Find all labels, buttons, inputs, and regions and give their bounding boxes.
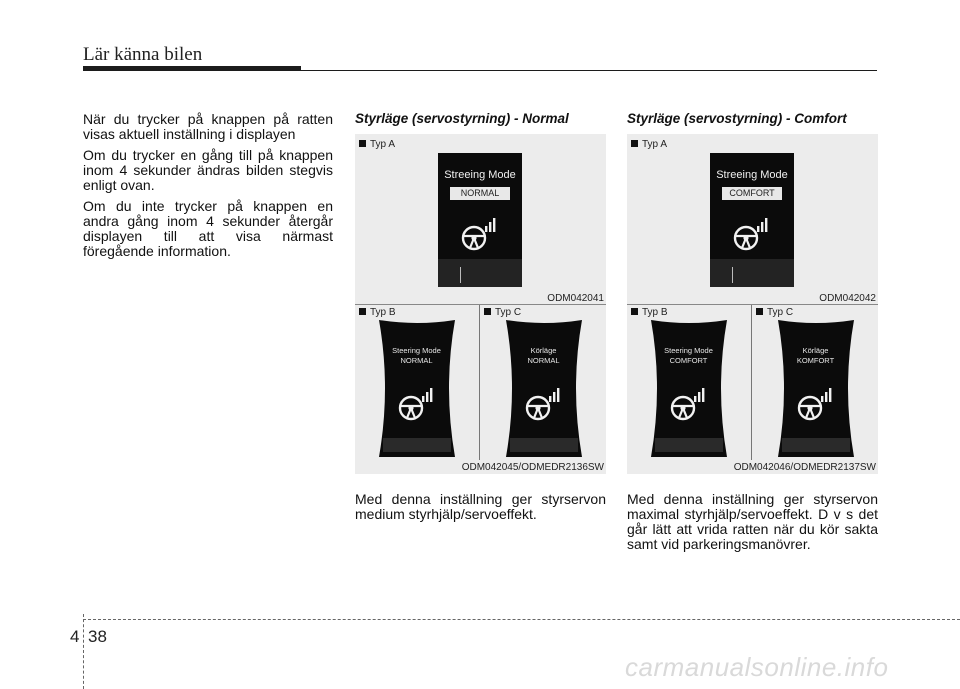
steering-wheel-icon bbox=[667, 382, 711, 424]
display-typ-b bbox=[647, 320, 730, 457]
panel-divider bbox=[627, 304, 878, 305]
page-header-title: Lär känna bilen bbox=[83, 44, 203, 65]
footer-vertical-rule bbox=[83, 614, 85, 689]
square-bullet-icon bbox=[484, 308, 491, 315]
left-column-text bbox=[83, 112, 333, 265]
display-typ-a bbox=[438, 153, 522, 287]
display-value-box: NORMAL bbox=[450, 187, 510, 200]
display-typ-b bbox=[375, 320, 458, 457]
display-c-line2: KOMFORT bbox=[796, 356, 835, 365]
header-rule-thin bbox=[301, 70, 877, 71]
steering-wheel-icon bbox=[794, 382, 838, 424]
display-typ-a bbox=[710, 153, 794, 287]
typ-c-label: Typ C bbox=[484, 307, 521, 318]
steering-wheel-icon bbox=[522, 382, 566, 424]
panel-vertical-divider bbox=[751, 305, 752, 460]
figure-panel-normal bbox=[355, 134, 606, 474]
header-rule-thick bbox=[83, 66, 301, 71]
display-bottom-bar bbox=[710, 259, 794, 287]
footer-horizontal-rule bbox=[83, 619, 960, 621]
square-bullet-icon bbox=[359, 140, 366, 147]
page-number: 38 bbox=[88, 627, 107, 646]
figure-code-top: ODM042041 bbox=[547, 293, 604, 304]
display-b-line2: COMFORT bbox=[669, 356, 708, 365]
square-bullet-icon bbox=[359, 308, 366, 315]
typ-a-label: Typ A bbox=[359, 139, 395, 150]
figure-code-top: ODM042042 bbox=[819, 293, 876, 304]
typ-a-label: Typ A bbox=[631, 139, 667, 150]
section-title-normal: Styrläge (servostyrning) - Normal bbox=[355, 111, 569, 126]
paragraph-2: Om du trycker en gång till på knappen inom 4 sekunder ändras bilden stegvis enligt ovan. bbox=[83, 147, 333, 193]
chapter-number: 4 bbox=[70, 627, 80, 646]
display-tick bbox=[732, 267, 733, 283]
paragraph-3: Om du inte trycker på knappen en andra gång inom 4 sekunder återgår displayen till att visa närmast föregående information. bbox=[83, 198, 333, 259]
display-b-line1: Steering Mode bbox=[392, 346, 441, 355]
display-c-line1: Körläge bbox=[530, 346, 557, 355]
steering-wheel-icon bbox=[395, 382, 439, 424]
steering-wheel-icon bbox=[458, 212, 502, 254]
display-header: Streeing Mode bbox=[716, 169, 788, 181]
panel-vertical-divider bbox=[479, 305, 480, 460]
square-bullet-icon bbox=[631, 140, 638, 147]
caption-normal: Med denna inställning ger styrservon medium styrhjälp/servoeffekt. bbox=[355, 491, 606, 522]
section-title-comfort: Styrläge (servostyrning) - Comfort bbox=[627, 111, 847, 126]
display-c-line1: Körläge bbox=[802, 346, 829, 355]
display-typ-c bbox=[502, 320, 585, 457]
display-value-box: COMFORT bbox=[722, 187, 782, 200]
figure-panel-comfort bbox=[627, 134, 878, 474]
watermark: carmanualsonline.info bbox=[625, 652, 889, 682]
display-b-line2: NORMAL bbox=[400, 356, 433, 365]
display-c-line2: NORMAL bbox=[527, 356, 560, 365]
typ-b-label: Typ B bbox=[631, 307, 668, 318]
steering-wheel-icon bbox=[730, 212, 774, 254]
display-header: Streeing Mode bbox=[444, 169, 516, 181]
square-bullet-icon bbox=[631, 308, 638, 315]
panel-divider bbox=[355, 304, 606, 305]
typ-b-label: Typ B bbox=[359, 307, 396, 318]
caption-comfort: Med denna inställning ger styrservon maximal styrhjälp/servoeffekt. D v s det går lätt att vrida ratten när du kör sakta samt vid parkeringsmanövrer. bbox=[627, 491, 878, 552]
display-b-line1: Steering Mode bbox=[664, 346, 713, 355]
display-tick bbox=[460, 267, 461, 283]
figure-code-bottom: ODM042046/ODMEDR2137SW bbox=[733, 462, 876, 473]
figure-code-bottom: ODM042045/ODMEDR2136SW bbox=[461, 462, 604, 473]
typ-c-label: Typ C bbox=[756, 307, 793, 318]
display-bottom-bar bbox=[438, 259, 522, 287]
square-bullet-icon bbox=[756, 308, 763, 315]
paragraph-1: När du trycker på knappen på ratten visas aktuell inställning i displayen bbox=[83, 111, 333, 142]
display-typ-c bbox=[774, 320, 857, 457]
